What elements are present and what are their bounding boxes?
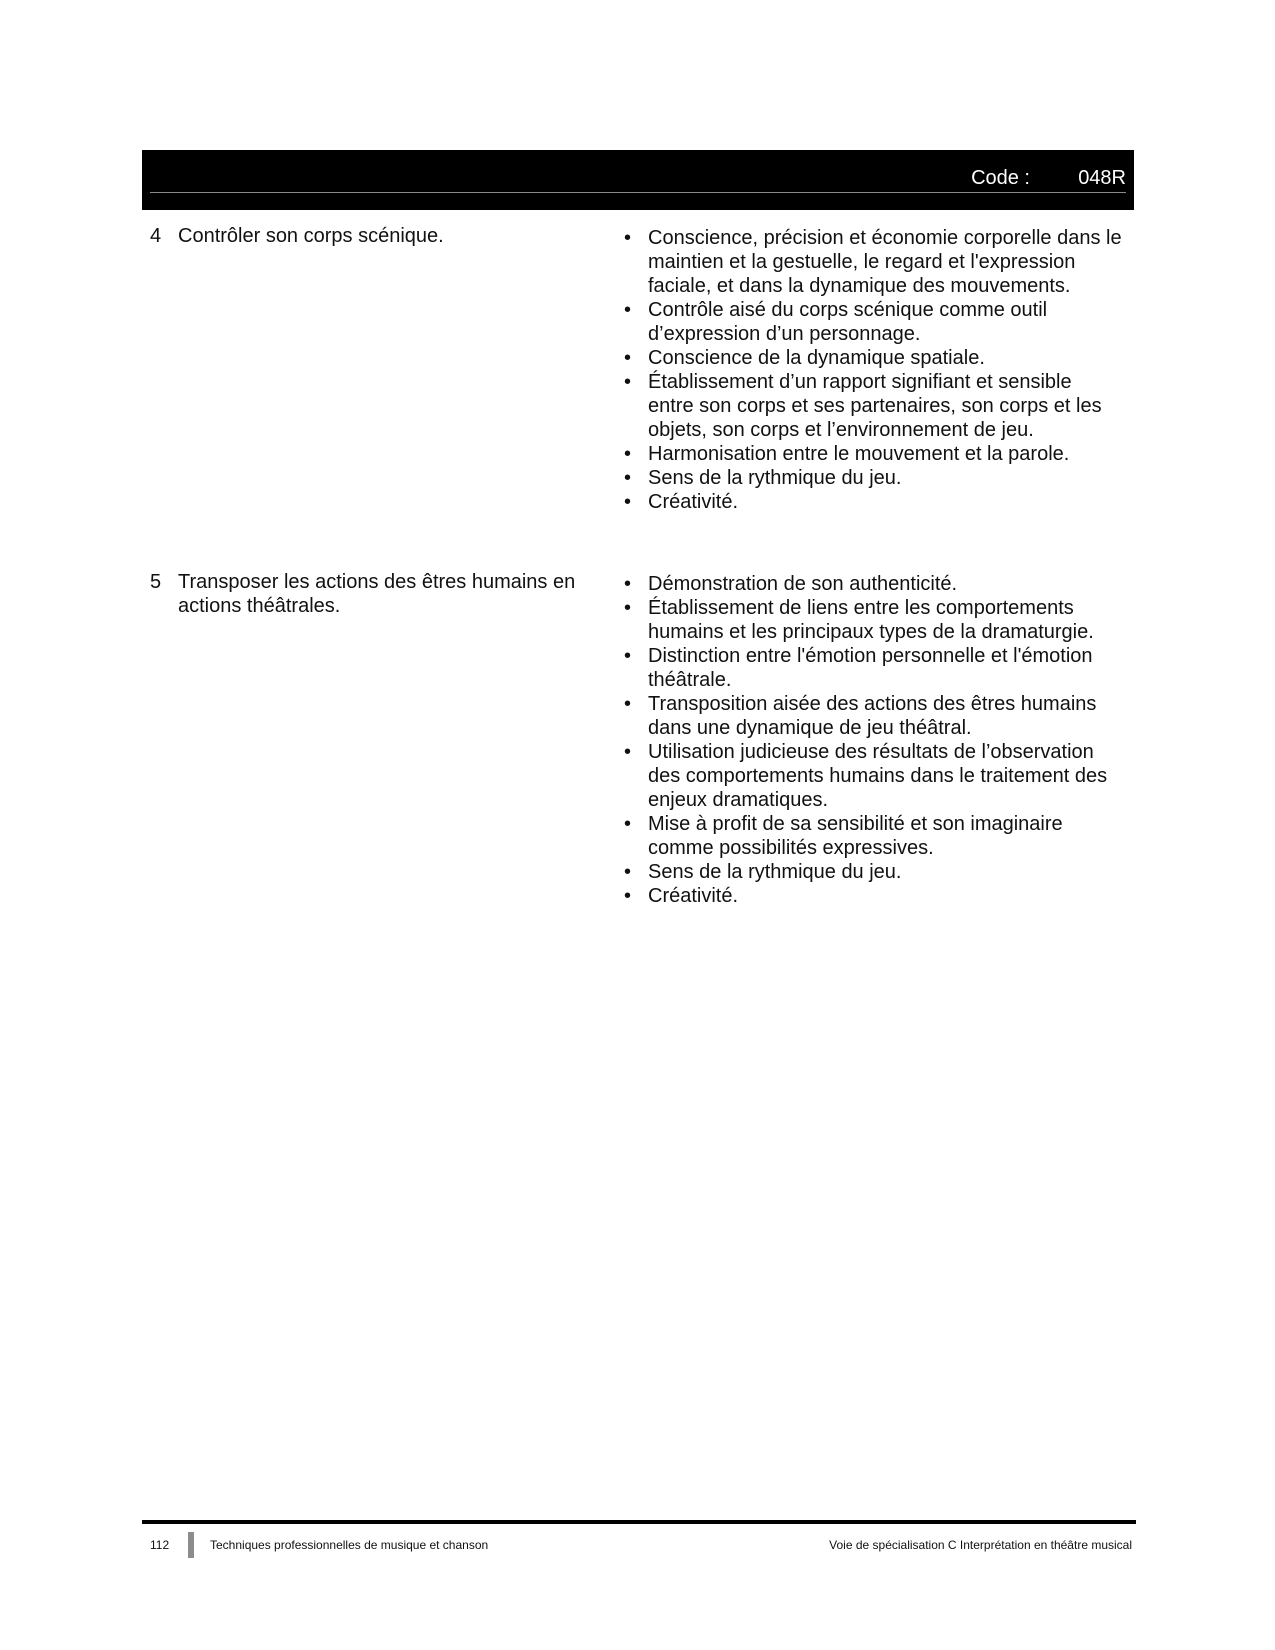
criterion-item: • Établissement de liens entre les comportements humains et les principaux types de la dramaturgie.	[622, 596, 1122, 644]
element-text: Contrôler son corps scénique.	[178, 225, 444, 247]
criterion-item: • Conscience, précision et économie corporelle dans le maintien et la gestuelle, le regard et l'expression faciale, et dans la dynamique des mouvements.	[622, 226, 1122, 298]
criterion-item: • Sens de la rythmique du jeu.	[622, 466, 1122, 490]
element-statement	[150, 224, 600, 248]
element-number: 5	[150, 571, 162, 593]
element-number: 4	[150, 225, 162, 247]
criterion-item: • Transposition aisée des actions des êtres humains dans une dynamique de jeu théâtral.	[622, 692, 1122, 740]
criterion-item: • Créativité.	[622, 490, 1122, 514]
footer-separator	[188, 1532, 194, 1558]
footer-rule	[142, 1520, 1136, 1524]
element-text: Transposer les actions des êtres humains en actions théâtrales.	[178, 571, 576, 617]
performance-criteria-list	[622, 572, 1122, 908]
criterion-item: • Établissement d’un rapport signifiant et sensible entre son corps et ses partenaires, son corps et les objets, son corps et l’environnement de jeu.	[622, 370, 1122, 442]
criterion-item: • Créativité.	[622, 884, 1122, 908]
criterion-item: • Sens de la rythmique du jeu.	[622, 860, 1122, 884]
criterion-item: • Utilisation judicieuse des résultats de l’observation des comportements humains dans le traitement des enjeux dramatiques.	[622, 740, 1122, 812]
footer-program-title: Techniques professionnelles de musique et chanson	[210, 1538, 489, 1552]
criterion-item: • Contrôle aisé du corps scénique comme outil d’expression d’un personnage.	[622, 298, 1122, 346]
criterion-item: • Démonstration de son authenticité.	[622, 572, 1122, 596]
criterion-item: • Harmonisation entre le mouvement et la parole.	[622, 442, 1122, 466]
element-statement	[150, 570, 600, 618]
footer-page-number: 112	[150, 1538, 170, 1552]
code-label: Code :	[971, 167, 1030, 189]
footer-specialization: Voie de spécialisation C Interprétation en théâtre musical	[829, 1538, 1132, 1552]
criterion-item: • Distinction entre l'émotion personnelle et l'émotion théâtrale.	[622, 644, 1122, 692]
header-bar	[142, 150, 1134, 210]
code-value: 048R	[1078, 167, 1126, 189]
criterion-item: • Mise à profit de sa sensibilité et son imaginaire comme possibilités expressives.	[622, 812, 1122, 860]
performance-criteria-list	[622, 226, 1122, 514]
header-rule	[150, 192, 1126, 193]
criterion-item: • Conscience de la dynamique spatiale.	[622, 346, 1122, 370]
